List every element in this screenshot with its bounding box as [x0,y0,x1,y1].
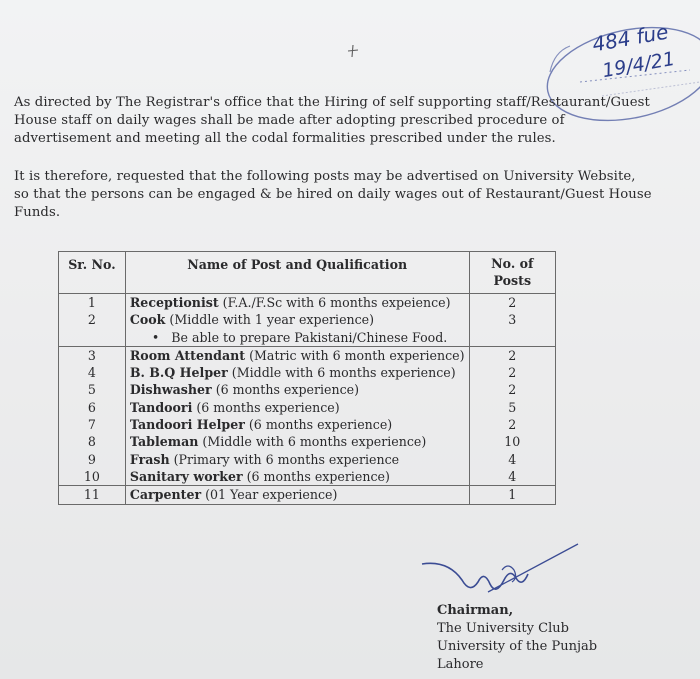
table-row [59,416,556,433]
post-qualification: (Middle with 1 year experience) [165,312,375,328]
cell-posts: 2 [469,364,555,381]
table-row [59,364,556,381]
cell-post [125,433,469,450]
signature-block [437,602,597,674]
paragraph-request: It is therefore, requested that the following posts may be advertised on University Website, so that the persons can be engaged & be hired on daily wages out of Restaurant/Guest House Funds. [14,169,652,220]
post-qualification: (Matric with 6 month experience) [245,347,465,363]
stamp-number: 484 fue [590,19,671,57]
post-title: Dishwasher [129,382,212,398]
cell-post [125,416,469,433]
cell-post [125,468,469,486]
table-row [59,468,556,486]
posts-table [58,251,556,505]
post-title: Sanitary worker [129,468,243,484]
table-row [59,433,556,450]
post-qualification: (6 months experience) [244,417,393,433]
signatory-university: University of the Punjab [437,639,598,654]
post-qualification: (F.A./F.Sc with 6 months expeience) [218,295,451,310]
post-title: Tableman [129,434,199,450]
cell-post [125,381,469,398]
paragraph-directive: As directed by The Registrar's office that the Hiring of self supporting staff/Restaurant/Guest House staff on daily wages shall be made after adopting prescribed procedure of advertisement and meeting all the codal formalities prescribed under the rules. [14,95,650,146]
cell-posts: 2 [469,381,555,398]
post-qualification: (6 months experience) [192,399,340,415]
cell-sr: 3 [59,346,126,364]
signatory-org: The University Club [437,621,569,636]
post-qualification: (01 Year experience) [201,487,338,503]
cell-sr: 1 [59,294,126,312]
bullet-icon: • [151,329,160,345]
post-qualification: (6 months experience) [211,382,360,398]
cell-posts: 10 [469,433,555,450]
cell-post [125,364,469,381]
post-title: Tandoori [129,399,193,415]
handwritten-mark [346,44,360,58]
cell-posts: 3 [469,311,555,346]
header-post-name: Name of Post and Qualification [125,252,469,294]
cell-sr: 7 [59,416,126,433]
table-row [59,381,556,398]
cell-posts: 4 [469,451,555,468]
cell-posts: 4 [469,468,555,486]
post-title: Carpenter [129,487,202,503]
cell-sr: 6 [59,399,126,416]
post-qualification: (Primary with 6 months experience [169,451,400,467]
post-qualification: (Middle with 6 months experience) [198,434,427,450]
cell-sr: 9 [59,451,126,468]
cell-posts: 2 [469,416,555,433]
post-qualification: (6 months experience) [242,468,390,484]
cell-sr: 4 [59,364,126,381]
cell-post [125,311,469,346]
table-row [59,486,556,504]
post-note [130,329,465,346]
cell-sr: 5 [59,381,126,398]
signatory-title: Chairman, [437,603,514,618]
post-title: Room Attendant [129,347,246,363]
table-header-row [59,252,556,294]
post-title: Cook [129,312,166,328]
header-no-of-posts: No. of Posts [469,252,555,294]
table-row [59,294,556,312]
cell-posts: 2 [469,294,555,312]
post-title: B. B.Q Helper [129,365,228,381]
signature-drawing [418,540,588,610]
cell-post [125,399,469,416]
cell-post [125,346,469,364]
post-note-text: Be able to prepare Pakistani/Chinese Food. [171,329,448,345]
cell-sr: 8 [59,433,126,450]
stamp-date: 19/4/21 [600,47,677,83]
cell-posts: 2 [469,346,555,364]
cell-post [125,451,469,468]
header-sr-no: Sr. No. [59,252,126,294]
post-title: Tandoori Helper [129,417,245,433]
table-row [59,399,556,416]
cell-posts: 1 [469,486,555,504]
post-title: Frash [129,451,170,467]
cell-sr: 10 [59,468,126,486]
post-qualification: (Middle with 6 months experience) [227,365,456,381]
table-row [59,311,556,346]
cell-post [125,294,469,312]
cell-sr: 11 [59,486,126,504]
cell-posts: 5 [469,399,555,416]
cell-sr: 2 [59,311,126,346]
table-row [59,451,556,468]
post-title: Receptionist [129,295,219,310]
cell-post [125,486,469,504]
signatory-city: Lahore [437,657,484,672]
table-row [59,346,556,364]
signature [418,540,588,610]
